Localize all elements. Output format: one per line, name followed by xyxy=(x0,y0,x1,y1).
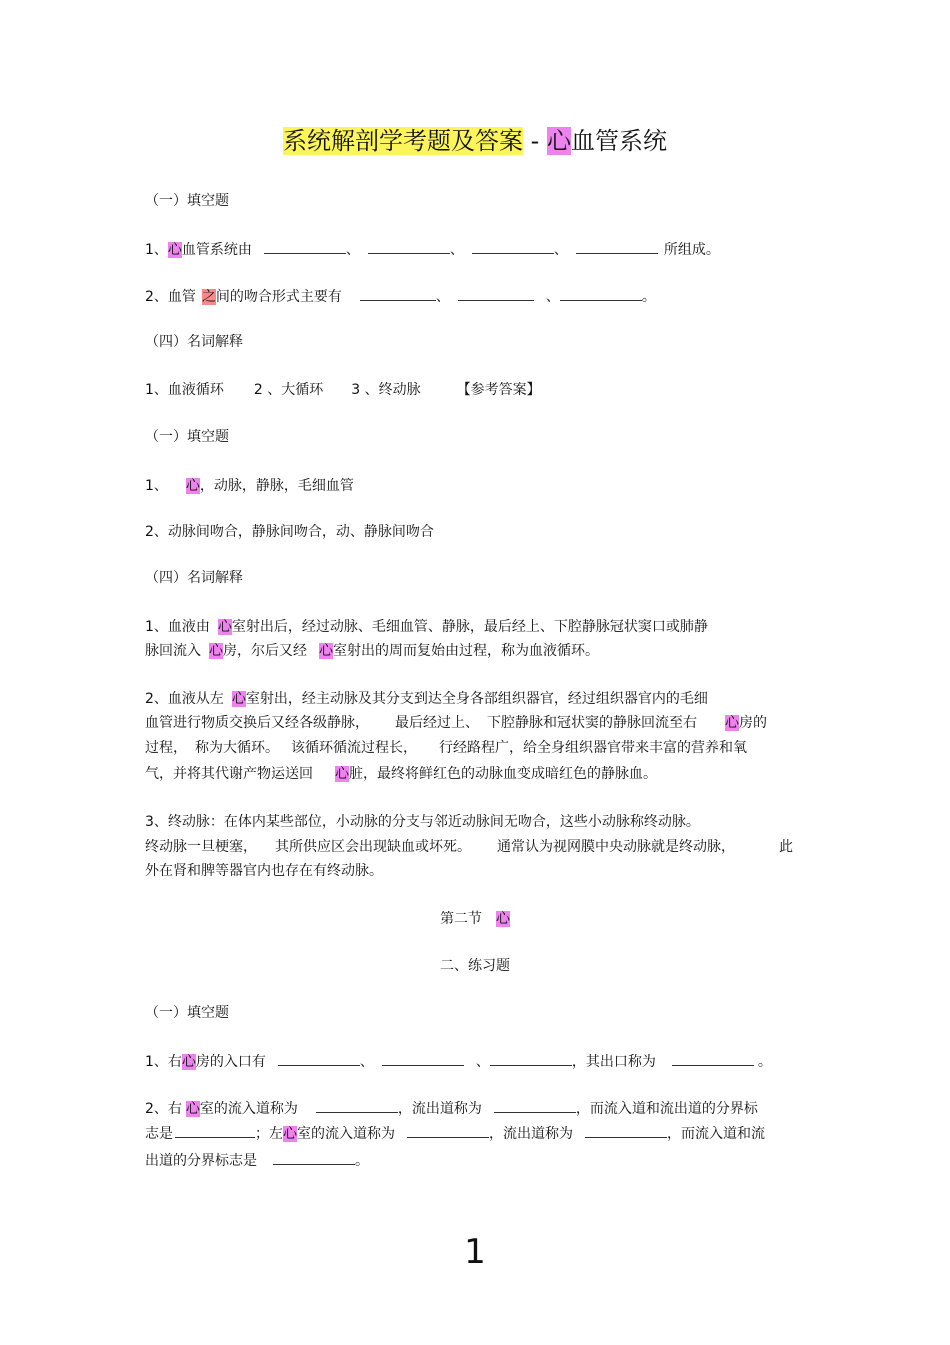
exercise-2-line-3: 出道的分界标志是 。 xyxy=(145,1153,369,1169)
answer-blank[interactable] xyxy=(472,240,554,254)
definition-1-line-1: 1、血液由 心室射出后，经过动脉、毛细血管、静脉，最后经上、下腔静脉冠状窦口或肺静 xyxy=(145,619,708,635)
page-number: 1 xyxy=(464,1232,486,1272)
term-heading-question: （四）名词解释 xyxy=(145,334,243,350)
fill-heading-exercise: （一）填空题 xyxy=(145,1005,229,1021)
question-2: 2、血管 之间的吻合形式主要有 、 、 。 xyxy=(145,289,656,305)
page-title xyxy=(0,124,950,158)
answer-blank[interactable] xyxy=(278,1052,360,1066)
definition-3-line-2: 终动脉一旦梗塞， 其所供应区会出现缺血或坏死。 通常认为视网膜中央动脉就是终动脉， 此 xyxy=(145,839,793,855)
term-list: 1、血液循环 2 、大循环 3 、终动脉 【参考答案】 xyxy=(145,382,541,398)
fill-heading-answer: （一）填空题 xyxy=(145,429,229,445)
answer-blank[interactable] xyxy=(458,287,534,301)
definition-3-line-1: 3、终动脉：在体内某些部位，小动脉的分支与邻近动脉间无吻合，这些小动脉称终动脉。 xyxy=(145,814,700,830)
answer-2: 2、动脉间吻合，静脉间吻合，动、静脉间吻合 xyxy=(145,524,434,540)
answer-blank[interactable] xyxy=(175,1124,255,1138)
definition-1-line-2: 脉回流入 心房，尔后又经 心室射出的周而复始由过程，称为血液循环。 xyxy=(145,643,599,659)
answer-key-label: 【参考答案】 xyxy=(456,382,541,398)
term-heading-answer: （四）名词解释 xyxy=(145,570,243,586)
answer-blank[interactable] xyxy=(490,1052,572,1066)
answer-blank[interactable] xyxy=(576,240,658,254)
title-highlight-1: 系统解剖学 xyxy=(283,127,404,155)
answer-blank[interactable] xyxy=(316,1099,398,1113)
title-tail: 血管系统 xyxy=(570,127,667,155)
definition-3-line-3: 外在肾和脾等器官内也存在有终动脉。 xyxy=(145,863,383,879)
exercise-1: 1、右心房的入口有 、 、 ，其出口称为 。 xyxy=(145,1054,772,1070)
answer-blank[interactable] xyxy=(264,240,346,254)
section-heading: 第二节 心 xyxy=(440,911,510,927)
answer-blank[interactable] xyxy=(382,1052,464,1066)
answer-blank[interactable] xyxy=(360,287,436,301)
title-highlight-heart: 心 xyxy=(546,127,571,155)
answer-blank[interactable] xyxy=(585,1124,667,1138)
exercise-2-line-1: 2、右 心室的流入道称为 ，流出道称为 ，而流入道和流出道的分界标 xyxy=(145,1101,758,1117)
answer-blank[interactable] xyxy=(407,1124,489,1138)
answer-1: 1、 心，动脉，静脉，毛细血管 xyxy=(145,478,354,494)
definition-2-line-1: 2、血液从左 心室射出，经主动脉及其分支到达全身各部组织器官，经过组织器官内的毛细 xyxy=(145,691,708,707)
fill-heading-question: （一）填空题 xyxy=(145,193,229,209)
answer-blank[interactable] xyxy=(672,1052,754,1066)
definition-2-line-4: 气，并将其代谢产物运送回 心脏，最终将鲜红色的动脉血变成暗红色的静脉血。 xyxy=(145,766,657,782)
answer-blank[interactable] xyxy=(494,1099,576,1113)
definition-2-line-2: 血管进行物质交换后又经各级静脉， 最后经过上、 下腔静脉和冠状窦的静脉回流至右 心房的 xyxy=(145,715,767,731)
answer-blank[interactable] xyxy=(368,240,450,254)
answer-blank[interactable] xyxy=(560,287,642,301)
question-1: 1、心血管系统由 、 、 、 所组成。 xyxy=(145,242,720,258)
exercise-2-line-2: 志是 ；左心室的流入道称为 ，流出道称为 ，而流入道和流 xyxy=(145,1126,765,1142)
title-dash: - xyxy=(523,127,547,155)
answer-blank[interactable] xyxy=(273,1151,355,1165)
definition-2-line-3: 过程， 称为大循环。 该循环循流过程长， 行经路程广，给全身组织器官带来丰富的营养和氧 xyxy=(145,740,747,756)
title-highlight-2: 考题及答案 xyxy=(403,127,524,155)
exercise-heading: 二、练习题 xyxy=(440,958,510,974)
